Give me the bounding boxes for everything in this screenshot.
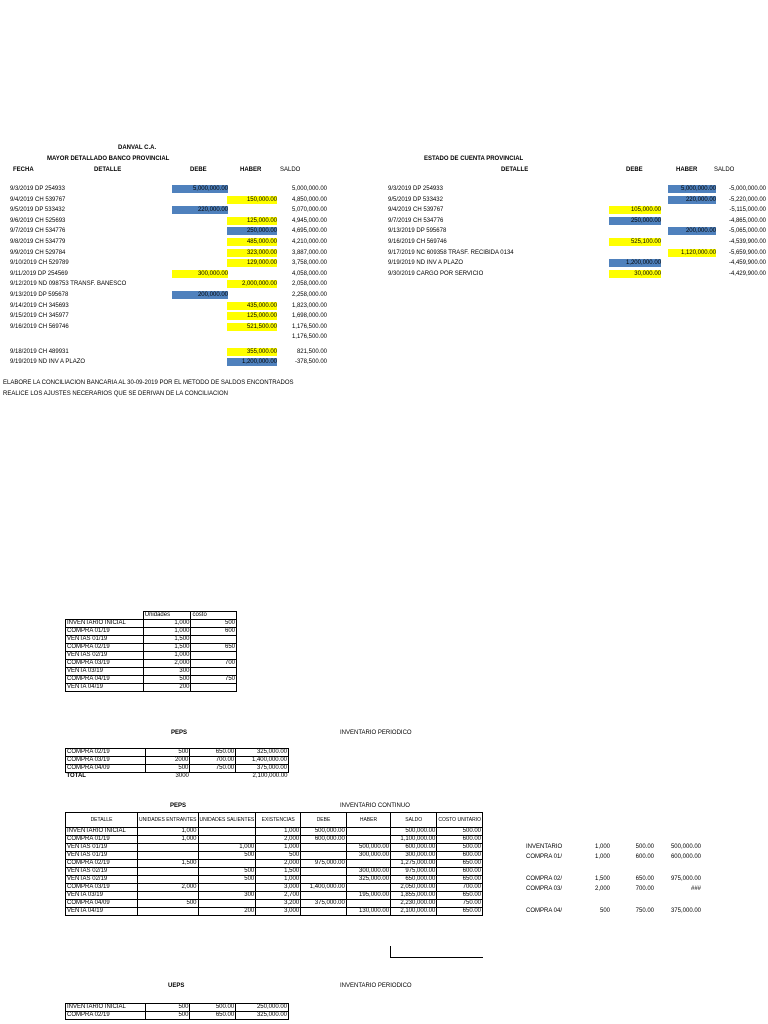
ledger-row-detail: 9/3/2019 DP 254933 <box>10 186 65 192</box>
inventory-row-cell: 300 <box>143 668 191 676</box>
peps-continuous-row-cell <box>198 884 256 892</box>
peps-continuous-row-cell <box>198 860 256 868</box>
ledger-row-detail: 9/15/2019 CH 345977 <box>10 313 69 320</box>
peps-continuous-header: EXISTENCIAS <box>256 813 301 828</box>
ueps-periodic-row-cell: 650.00 <box>190 1012 236 1020</box>
statement-row-saldo: -4,429,900.00 <box>728 270 766 277</box>
inventory-row <box>66 660 237 668</box>
inventory-row-cell: 200 <box>143 684 191 692</box>
ledger-row-debe: 5,000,000.00 <box>172 185 228 193</box>
peps-periodic-row-cell: 650.00 <box>190 749 236 757</box>
peps-continuous-row-cell <box>346 900 390 908</box>
inventory-row-cell <box>191 636 237 644</box>
peps-continuous-row-cell: 2,000 <box>256 836 301 844</box>
peps-continuous-row-cell: 975,000.00 <box>391 868 437 876</box>
statement-title: ESTADO DE CUENTA PROVINCIAL <box>424 156 524 162</box>
peps-periodic-table <box>65 748 289 780</box>
ledger-row-debe: 220,000.00 <box>172 206 228 214</box>
peps-continuous-row-cell <box>346 860 390 868</box>
peps-continuous-row-cell: 3,000 <box>256 884 301 892</box>
instruction-line-2: REALICE LOS AJUSTES NECERARIOS QUE SE DERIVAN DE LA CONCILIACION <box>3 391 228 397</box>
peps-continuous-row-cell: COMPRA 02/19 <box>66 860 138 868</box>
peps-continuous-title: INVENTARIO CONTINUO <box>340 803 410 809</box>
peps-continuous-row-cell: 500 <box>198 868 256 876</box>
ledger-row-detail: 9/4/2019 CH 539767 <box>10 196 66 203</box>
ueps-periodic-row <box>66 1012 289 1020</box>
peps-continuous-row-cell: 1,500 <box>138 860 199 868</box>
inventory-row-cell <box>191 668 237 676</box>
statement-row-saldo: -4,539,900.00 <box>728 239 766 245</box>
statement-row-saldo: -4,865,000.00 <box>728 217 766 224</box>
peps-continuous-row-cell: 500.00 <box>437 844 483 852</box>
inventory-row-cell: 500 <box>191 620 237 628</box>
peps-continuous-row-cell <box>301 852 347 860</box>
ledger-row-detail: 9/12/2019 ND 098753 TRANSF. BANESCO <box>10 281 127 288</box>
peps-continuous-underline <box>390 957 483 958</box>
peps-continuous-row <box>66 876 483 884</box>
side-summary-cell: INVENTARIO <box>526 844 563 850</box>
statement-row-detail: 9/16/2019 CH 569746 <box>388 239 447 245</box>
peps-continuous-row-cell: 600,000.00 <box>391 844 437 852</box>
instruction-line-1: ELABORE LA CONCILIACION BANCARIA AL 30-09-2019 POR EL METODO DE SALDOS ENCONTRADOS <box>3 380 294 386</box>
inventory-row <box>66 636 237 644</box>
peps-continuous-header: SALDO <box>391 813 437 828</box>
ledger-header-fecha: FECHA <box>13 167 34 173</box>
ledger-row-saldo: 1,823,000.00 <box>291 302 327 309</box>
statement-row-detail: 9/30/2019 CARGO POR SERVICIO <box>388 270 484 277</box>
peps-continuous-row-cell: 650.00 <box>437 860 483 868</box>
inventory-row-cell: COMPRA 04/19 <box>66 676 144 684</box>
peps-periodic-row <box>66 749 289 757</box>
statement-row-debe: 30,000.00 <box>609 270 661 278</box>
peps-continuous-row-cell: 500,000.00 <box>301 828 347 836</box>
statement-row-haber: 220,000.00 <box>668 196 716 204</box>
peps-continuous-row-cell: 3,200 <box>256 900 301 908</box>
peps-continuous-header: DEBE <box>301 813 347 828</box>
peps-continuous-row-cell <box>301 892 347 900</box>
ledger-header-debe: DEBE <box>190 167 207 173</box>
peps-periodic-row-cell: 325,000.00 <box>236 749 289 757</box>
inventory-row-cell: 650 <box>191 644 237 652</box>
peps-continuous-row-cell: VENTAS 02/19 <box>66 876 138 884</box>
ledger-row-haber: 485,000.00 <box>227 238 277 246</box>
ledger-row-detail: 9/7/2019 CH 534776 <box>10 228 66 235</box>
peps-periodic-row-cell: COMPRA 02/19 <box>66 749 146 757</box>
ledger-row-saldo: 4,695,000.00 <box>291 228 327 235</box>
peps-continuous-header: UNIDADES ENTRANTES <box>138 813 199 828</box>
side-summary-cell: COMPRA 02/ <box>526 876 563 882</box>
statement-row-debe: 250,000.00 <box>609 217 661 225</box>
statement-row-saldo: -4,459,900.00 <box>728 260 766 267</box>
inventory-row-cell: 600 <box>191 628 237 636</box>
peps-continuous-row-cell: 1,275,000.00 <box>391 860 437 868</box>
peps-continuous-row <box>66 828 483 836</box>
peps-continuous-row-cell: VENTAS 01/19 <box>66 844 138 852</box>
peps-continuous-row-cell <box>198 828 256 836</box>
inventory-row-cell: VENTAS 01/19 <box>66 636 144 644</box>
peps-continuous-row-cell <box>138 908 199 916</box>
peps-continuous-row-cell: COMPRA 01/19 <box>66 836 138 844</box>
peps-continuous-row-cell: 975,000.00 <box>301 860 347 868</box>
side-summary-cell: 975,000.00 <box>670 876 701 882</box>
statement-header-debe: DEBE <box>626 167 643 173</box>
inventory-table <box>65 611 237 692</box>
side-summary-cell: 1,000 <box>594 854 610 860</box>
ledger-row-haber: 435,000.00 <box>227 302 277 310</box>
statement-header-saldo: SALDO <box>714 167 735 173</box>
peps-continuous-row-cell <box>301 876 347 884</box>
peps-continuous-row-cell <box>138 892 199 900</box>
peps-total-value: 2,100,000.00 <box>236 773 289 781</box>
side-summary-cell: 700.00 <box>635 886 654 892</box>
inventory-header-empty <box>66 612 144 620</box>
statement-row-haber: 5,000,000.00 <box>668 185 716 193</box>
peps-continuous-row-cell <box>138 876 199 884</box>
peps-continuous-row-cell <box>301 868 347 876</box>
ledger-row-detail: 9/9/2019 CH 529784 <box>10 249 66 256</box>
ledger-row-detail: 9/19/2019 ND INV A PLAZO <box>10 359 86 366</box>
inventory-row-cell: INVENTARIO INICIAL <box>66 620 144 628</box>
peps-continuous-row <box>66 844 483 852</box>
ueps-periodic-row-cell: 325,000.00 <box>236 1012 289 1020</box>
peps-total-units: 3000 <box>175 773 189 779</box>
ledger-row-haber: 2,000,000.00 <box>227 280 277 288</box>
peps-continuous-row-cell: 650.00 <box>437 892 483 900</box>
peps-continuous-row-cell: 1,500 <box>256 868 301 876</box>
statement-header-haber: HABER <box>676 167 698 173</box>
peps-continuous-row-cell <box>346 828 390 836</box>
peps-continuous-row-cell: 500 <box>198 852 256 860</box>
peps-periodic-row <box>66 757 289 765</box>
ueps-periodic-row-cell: 250,000.00 <box>236 1004 289 1012</box>
ueps-periodic-label: UEPS <box>168 983 185 989</box>
inventory-row-cell: VENTAS 02/19 <box>66 652 144 660</box>
side-summary-cell: 500,000.00 <box>670 844 701 850</box>
peps-continuous-row-cell: 1,000 <box>198 844 256 852</box>
peps-continuous-label: PEPS <box>170 803 187 809</box>
peps-continuous-row <box>66 868 483 876</box>
peps-periodic-row <box>66 765 289 773</box>
peps-continuous-row-cell: 650,000.00 <box>391 876 437 884</box>
ledger-row-haber: 129,000.00 <box>227 259 277 267</box>
statement-row-haber: 200,000.00 <box>668 227 716 235</box>
inventory-header-units: Unidades <box>143 612 191 620</box>
inventory-row-cell: COMPRA 03/19 <box>66 660 144 668</box>
ledger-row-haber: 125,000.00 <box>227 312 277 320</box>
ledger-row-haber: 125,000.00 <box>227 217 277 225</box>
ueps-periodic-row-cell: COMPRA 02/19 <box>66 1012 146 1020</box>
ueps-periodic-table <box>65 1003 289 1020</box>
ledger-row-haber: 150,000.00 <box>227 196 277 204</box>
inventory-row <box>66 628 237 636</box>
ledger-row-detail: 9/18/2019 CH 489931 <box>10 348 69 355</box>
peps-continuous-row-cell: 2,100,000.00 <box>391 908 437 916</box>
peps-periodic-row-cell: 500 <box>145 765 190 773</box>
ledger-row-detail: 9/13/2019 DP 595678 <box>10 292 69 298</box>
side-summary-cell: 1,000 <box>594 844 610 850</box>
ledger-row-detail: 9/8/2019 CH 534779 <box>10 239 66 245</box>
peps-continuous-row-cell: 600.00 <box>437 836 483 844</box>
peps-continuous-row-cell: 2,000 <box>256 860 301 868</box>
inventory-row-cell: 700 <box>191 660 237 668</box>
statement-row-detail: 9/13/2019 DP 595678 <box>388 228 447 235</box>
ledger-row-saldo: 821,500.00 <box>296 348 327 355</box>
peps-continuous-row-cell: 2,230,000.00 <box>391 900 437 908</box>
inventory-row <box>66 620 237 628</box>
side-summary-cell: 500.00 <box>635 844 654 850</box>
peps-continuous-row <box>66 900 483 908</box>
peps-continuous-row <box>66 884 483 892</box>
peps-continuous-row-cell: 500 <box>138 900 199 908</box>
inventory-row-cell: VENTA 03/19 <box>66 668 144 676</box>
peps-continuous-row <box>66 860 483 868</box>
peps-continuous-row <box>66 908 483 916</box>
peps-periodic-row-cell: 375,000.00 <box>236 765 289 773</box>
peps-periodic-row-cell: COMPRA 04/09 <box>66 765 146 773</box>
inventory-row-cell: 1,500 <box>143 644 191 652</box>
peps-continuous-row-cell <box>198 836 256 844</box>
inventory-row-cell: VENTA 04/19 <box>66 684 144 692</box>
ledger-row-saldo: 3,887,000.00 <box>291 249 327 256</box>
peps-total-label: TOTAL <box>66 773 86 779</box>
statement-row-detail: 9/19/2019 ND INV A PLAZO <box>388 260 464 267</box>
peps-continuous-row-cell: 650.00 <box>437 908 483 916</box>
peps-periodic-title: INVENTARIO PERIODICO <box>340 730 412 736</box>
inventory-row-cell: 1,000 <box>143 628 191 636</box>
inventory-row-cell: 2,000 <box>143 660 191 668</box>
peps-continuous-row-cell: 600.00 <box>437 852 483 860</box>
ueps-periodic-row-cell: 500.00 <box>190 1004 236 1012</box>
peps-continuous-row-cell: 2,000 <box>138 884 199 892</box>
peps-continuous-row-cell: 700.00 <box>437 884 483 892</box>
peps-periodic-row-cell: COMPRA 03/19 <box>66 757 146 765</box>
peps-continuous-row-cell: 600,000.00 <box>301 836 347 844</box>
peps-continuous-row-cell: 500,000.00 <box>346 844 390 852</box>
ledger-row-saldo: -378,500.00 <box>294 359 327 366</box>
peps-continuous-row-cell: 325,000.00 <box>346 876 390 884</box>
statement-row-saldo: -5,220,000.00 <box>728 196 766 203</box>
statement-row-detail: 9/5/2019 DP 533432 <box>388 196 443 203</box>
peps-continuous-row-cell: 300,000.00 <box>346 852 390 860</box>
statement-row-saldo: -5,659,900.00 <box>728 249 766 256</box>
peps-continuous-row-cell: 1,000 <box>256 844 301 852</box>
side-summary-cell: 375,000.00 <box>670 908 701 914</box>
statement-row-saldo: -5,115,000.00 <box>729 207 766 214</box>
ledger-row-detail: 9/11/2019 DP 254569 <box>10 270 68 277</box>
peps-continuous-row-cell: 1,000 <box>138 828 199 836</box>
side-summary-cell: 2,000 <box>594 886 610 892</box>
peps-periodic-row-cell: 2000 <box>145 757 190 765</box>
peps-continuous-header: COSTO UNITARIO <box>437 813 483 828</box>
ledger-row-saldo: 4,058,000.00 <box>291 270 327 277</box>
company-name: DANVAL C.A. <box>118 145 157 151</box>
peps-total-empty <box>190 773 236 781</box>
statement-row-debe: 1,200,000.00 <box>609 259 661 267</box>
ledger-row-saldo: 4,945,000.00 <box>291 217 327 224</box>
peps-continuous-row <box>66 836 483 844</box>
peps-continuous-row-cell: 200 <box>198 908 256 916</box>
statement-header-detalle: DETALLE <box>501 167 529 173</box>
peps-continuous-row-cell: COMPRA 04/09 <box>66 900 138 908</box>
inventory-row <box>66 644 237 652</box>
side-summary-cell: 650.00 <box>635 876 654 882</box>
ledger-row-debe: 200,000.00 <box>172 291 228 299</box>
inventory-row-cell: 750 <box>191 676 237 684</box>
peps-periodic-row-cell: 1,400,000.00 <box>236 757 289 765</box>
ledger-row-saldo: 5,070,000.00 <box>291 207 327 214</box>
side-summary-cell: COMPRA 01/ <box>526 854 563 860</box>
ledger-row-saldo: 1,176,500.00 <box>291 334 327 341</box>
ledger-title: MAYOR DETALLADO BANCO PROVINCIAL <box>47 156 170 162</box>
peps-continuous-row-cell: 375,000.00 <box>301 900 347 908</box>
ledger-header-saldo: SALDO <box>280 167 301 173</box>
statement-row-saldo: -5,065,000.00 <box>728 228 766 235</box>
peps-continuous-row-cell: 600.00 <box>437 868 483 876</box>
side-summary-cell: 600,000.00 <box>670 854 701 860</box>
peps-continuous-row-cell: 500 <box>198 876 256 884</box>
side-summary-cell: 750.00 <box>635 908 654 914</box>
peps-continuous-row-cell: VENTA 04/19 <box>66 908 138 916</box>
peps-continuous-row-cell: 650.00 <box>437 876 483 884</box>
peps-continuous-row <box>66 852 483 860</box>
peps-continuous-row-cell: 500 <box>256 852 301 860</box>
ledger-row-saldo: 5,000,000.00 <box>291 186 327 192</box>
peps-continuous-row-cell <box>138 868 199 876</box>
inventory-row <box>66 676 237 684</box>
peps-continuous-row-cell: 1,855,000.00 <box>391 892 437 900</box>
peps-periodic-label: PEPS <box>171 730 188 736</box>
peps-continuous-row-cell: 2,050,000.00 <box>391 884 437 892</box>
ledger-row-saldo: 2,258,000.00 <box>291 292 327 298</box>
statement-row-saldo: -5,000,000.00 <box>728 186 766 192</box>
ledger-row-haber: 323,000.00 <box>227 249 277 257</box>
ledger-header-haber: HABER <box>240 167 262 173</box>
inventory-row-cell <box>191 652 237 660</box>
inventory-row-cell: 1,000 <box>143 620 191 628</box>
peps-continuous-row-cell <box>301 844 347 852</box>
ueps-periodic-row-cell: 500 <box>145 1012 190 1020</box>
peps-continuous-row-cell <box>301 908 347 916</box>
peps-continuous-row-cell: 500,000.00 <box>391 828 437 836</box>
side-summary-cell: COMPRA 04/ <box>526 908 563 914</box>
peps-continuous-row-cell: VENTAS 01/19 <box>66 852 138 860</box>
peps-continuous-row-cell <box>198 900 256 908</box>
peps-continuous-row-cell: 1,000 <box>138 836 199 844</box>
side-summary-cell: 600.00 <box>635 854 654 860</box>
peps-continuous-row-cell <box>346 884 390 892</box>
peps-continuous-header: UNIDADES SALIENTES <box>198 813 256 828</box>
inventory-row-cell: 500 <box>143 676 191 684</box>
peps-continuous-row-cell: 130,000.00 <box>346 908 390 916</box>
ledger-row-haber: 521,500.00 <box>227 323 277 331</box>
peps-continuous-row-cell: 500.00 <box>437 828 483 836</box>
ledger-row-saldo: 4,850,000.00 <box>291 196 327 203</box>
peps-continuous-header: HABER <box>346 813 390 828</box>
peps-continuous-row-cell <box>346 836 390 844</box>
peps-periodic-row-cell: 500 <box>145 749 190 757</box>
inventory-row <box>66 668 237 676</box>
ueps-periodic-title: INVENTARIO PERIODICO <box>340 983 412 989</box>
peps-continuous-row-cell: 1,000 <box>256 828 301 836</box>
statement-row-detail: 9/7/2019 CH 534776 <box>388 217 444 224</box>
peps-continuous-row-cell: VENTA 03/19 <box>66 892 138 900</box>
inventory-row-cell: COMPRA 02/19 <box>66 644 144 652</box>
inventory-row <box>66 684 237 692</box>
statement-row-haber: 1,120,000.00 <box>668 249 716 257</box>
peps-continuous-row-cell: 750.00 <box>437 900 483 908</box>
statement-row-debe: 105,000.00 <box>609 206 661 214</box>
peps-continuous-row-cell: INVENTARIO INICIAL <box>66 828 138 836</box>
ledger-row-saldo: 2,058,000.00 <box>291 281 327 288</box>
peps-continuous-row-cell: 300,000.00 <box>391 852 437 860</box>
peps-continuous-row-cell: 1,400,000.00 <box>301 884 347 892</box>
inventory-row-cell <box>191 684 237 692</box>
ledger-row-debe: 300,000.00 <box>172 270 228 278</box>
ledger-row-saldo: 3,758,000.00 <box>291 260 327 267</box>
peps-continuous-row-cell: 195,000.00 <box>346 892 390 900</box>
ledger-row-detail: 9/10/2019 CH 529789 <box>10 260 69 267</box>
statement-row-detail: 9/17/2019 NC 609358 TRASF. RECIBIDA 0134 <box>388 249 514 256</box>
ueps-periodic-row <box>66 1004 289 1012</box>
side-summary-cell: ### <box>690 886 701 892</box>
inventory-header-cost: costo <box>191 612 237 620</box>
ledger-row-detail: 9/14/2019 CH 345693 <box>10 302 69 309</box>
peps-continuous-row-cell: VENTAS 02/19 <box>66 868 138 876</box>
peps-continuous-row-cell: 1,000 <box>256 876 301 884</box>
ledger-row-detail: 9/5/2019 DP 533432 <box>10 207 65 214</box>
inventory-row <box>66 652 237 660</box>
ledger-row-detail: 9/16/2019 CH 569746 <box>10 323 69 330</box>
inventory-row-cell: COMPRA 01/19 <box>66 628 144 636</box>
peps-continuous-row-cell <box>138 852 199 860</box>
peps-continuous-row-cell: COMPRA 03/19 <box>66 884 138 892</box>
peps-continuous-row-cell: 300,000.00 <box>346 868 390 876</box>
ledger-row-haber: 250,000.00 <box>227 227 277 235</box>
peps-periodic-row-cell: 700.00 <box>190 757 236 765</box>
side-summary-cell: 500 <box>599 908 610 914</box>
peps-continuous-header: DETALLE <box>66 813 138 828</box>
peps-continuous-table <box>65 812 483 916</box>
ledger-header-detalle: DETALLE <box>94 167 122 173</box>
side-summary-cell: 1,500 <box>594 876 610 882</box>
ledger-row-saldo: 1,698,000.00 <box>291 313 327 320</box>
statement-row-detail: 9/4/2019 CH 539767 <box>388 207 444 214</box>
ledger-row-detail: 9/6/2019 CH 525693 <box>10 217 66 224</box>
ueps-periodic-row-cell: INVENTARIO INICIAL <box>66 1004 146 1012</box>
inventory-row-cell: 1,500 <box>143 636 191 644</box>
ledger-row-haber: 355,000.00 <box>227 348 277 356</box>
ledger-row-saldo: 1,176,500.00 <box>291 323 327 330</box>
peps-continuous-row <box>66 892 483 900</box>
ledger-row-haber: 1,200,000.00 <box>227 358 277 366</box>
inventory-row-cell: 1,000 <box>143 652 191 660</box>
peps-periodic-row-cell: 750.00 <box>190 765 236 773</box>
peps-continuous-row-cell: 1,100,000.00 <box>391 836 437 844</box>
ledger-row-saldo: 4,210,000.00 <box>291 239 327 245</box>
peps-continuous-row-cell: 2,700 <box>256 892 301 900</box>
peps-continuous-row-cell: 300 <box>198 892 256 900</box>
peps-continuous-row-cell <box>138 844 199 852</box>
side-summary-cell: COMPRA 03/ <box>526 886 563 892</box>
statement-row-debe: 525,100.00 <box>609 238 661 246</box>
ueps-periodic-row-cell: 500 <box>145 1004 190 1012</box>
statement-row-detail: 9/3/2019 DP 254933 <box>388 186 443 192</box>
peps-continuous-row-cell: 3,000 <box>256 908 301 916</box>
